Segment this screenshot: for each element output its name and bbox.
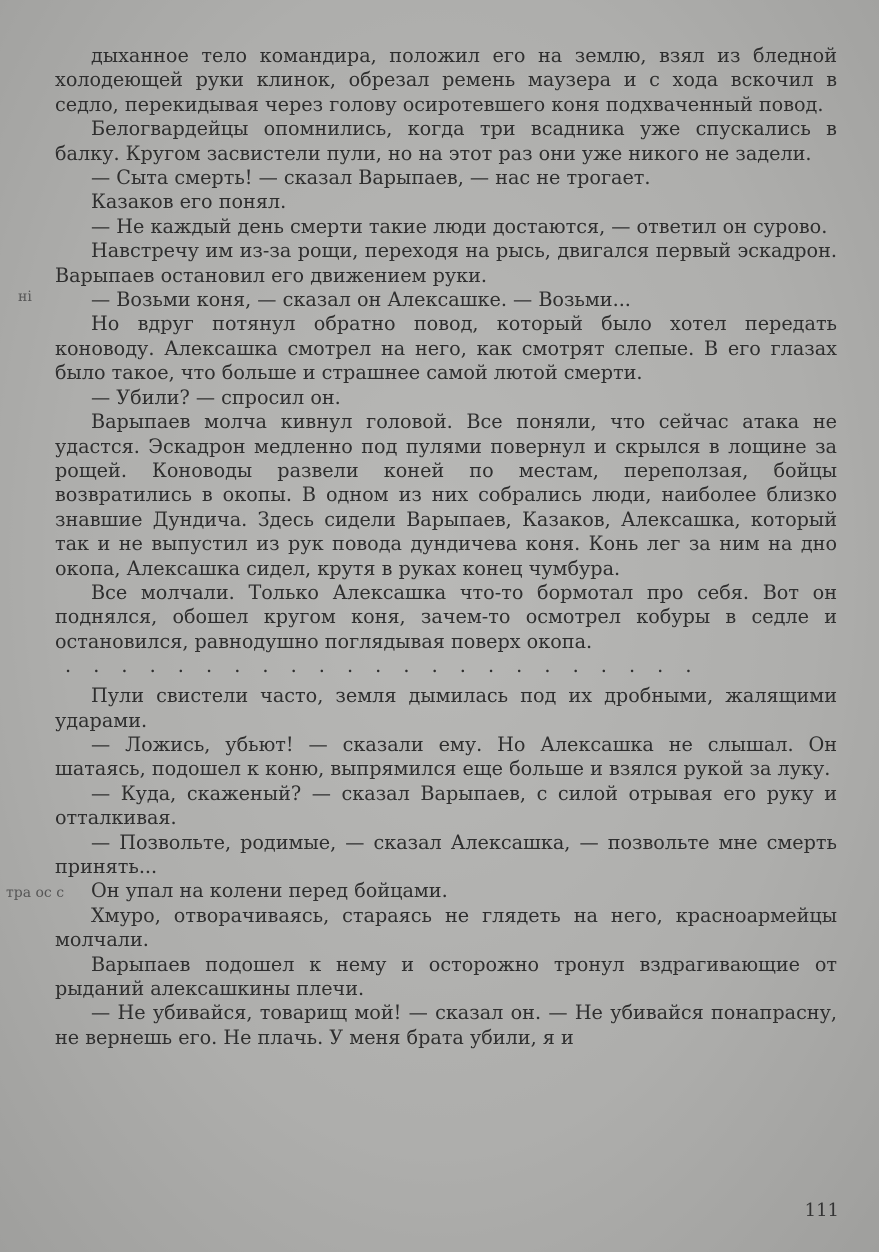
margin-note: тра ос с: [6, 885, 65, 901]
paragraph: — Куда, скаженый? — сказал Варыпаев, с силой отрывая его руку и отталкивая.: [55, 781, 837, 830]
body-text: [55, 44, 837, 1050]
paragraph: — Не убивайся, товарищ мой! — сказал он. — Не убивайся понапрасну, не вернешь его. Не плачь. У меня брата убили, я и: [55, 1001, 837, 1049]
paragraph: — Позвольте, родимые, — сказал Алексашка, — позвольте мне смерть принять...: [55, 830, 837, 878]
paragraph: Он упал на колени перед бойцами.: [91, 879, 448, 903]
paragraph: — Не каждый день смерти такие люди достаются, — ответил он сурово.: [91, 214, 828, 238]
page-number: 111: [804, 1200, 839, 1221]
paragraph: — Убили? — спросил он.: [91, 385, 341, 409]
paragraph: Все молчали. Только Алексашка что-то бормотал про себя. Вот он поднялся, обошел кругом коня, зачем-то осмотрел кобуры в седле и остановился, равнодушно поглядывая поверх окопа.: [55, 580, 837, 653]
paragraph: Казаков его понял.: [91, 190, 287, 214]
paragraph: Хмуро, отворачиваясь, стараясь не глядеть на него, красноармейцы молчали.: [55, 903, 837, 952]
section-break-dots: . . . . . . . . . . . . . . . . . . . . . . .: [65, 654, 700, 678]
paragraph: — Сыта смерть! — сказал Варыпаев, — нас не трогает.: [91, 166, 651, 190]
paragraph: Варыпаев молча кивнул головой. Все поняли, что сейчас атака не удастся. Эскадрон медленно под пулями повернул и скрылся в лощине за рощей. Коноводы развели коней по местам, переползая, бойцы возвратились в окопы. В одном из них собрались люди, наиболее близко знавшие Дундича. Здесь сидели Варыпаев, Казаков, Алексашка, который так и не выпустил из рук повода дундичева коня. Конь лег за ним на дно окопа, Алексашка сидел, крутя в руках конец чумбура.: [55, 410, 837, 580]
paragraph: — Ложись, убьют! — сказали ему. Но Алексашка не слышал. Он шатаясь, подошел к коню, выпрямился еще больше и взялся рукой за луку.: [55, 732, 837, 781]
margin-note: ні: [18, 289, 32, 305]
paragraph: Варыпаев подошел к нему и осторожно тронул вздрагивающие от рыданий алексашкины плечи.: [55, 952, 837, 1001]
paragraph: Пули свистели часто, земля дымилась под их дробными, жалящими ударами.: [55, 684, 837, 732]
paragraph: Белогвардейцы опомнились, когда три всадника уже спускались в балку. Кругом засвистели пули, но на этот раз они уже никого не задели.: [55, 117, 837, 165]
paragraph: дыханное тело командира, положил его на землю, взял из бледной холодеющей руки клинок, обрезал ремень маузера и с хода вскочил в седло, перекидывая через голову осиротевшего коня подхваченный повод.: [55, 44, 837, 116]
paragraph: — Возьми коня, — сказал он Алексашке. — Возьми...: [91, 288, 631, 312]
paragraph: Навстречу им из-за рощи, переходя на рысь, двигался первый эскадрон. Варыпаев остановил его движением руки.: [55, 239, 837, 287]
paragraph: Но вдруг потянул обратно повод, который было хотел передать коноводу. Алексашка смотрел на него, как смотрят слепые. В его глазах было такое, что больше и страшнее самой лютой смерти.: [55, 312, 837, 385]
